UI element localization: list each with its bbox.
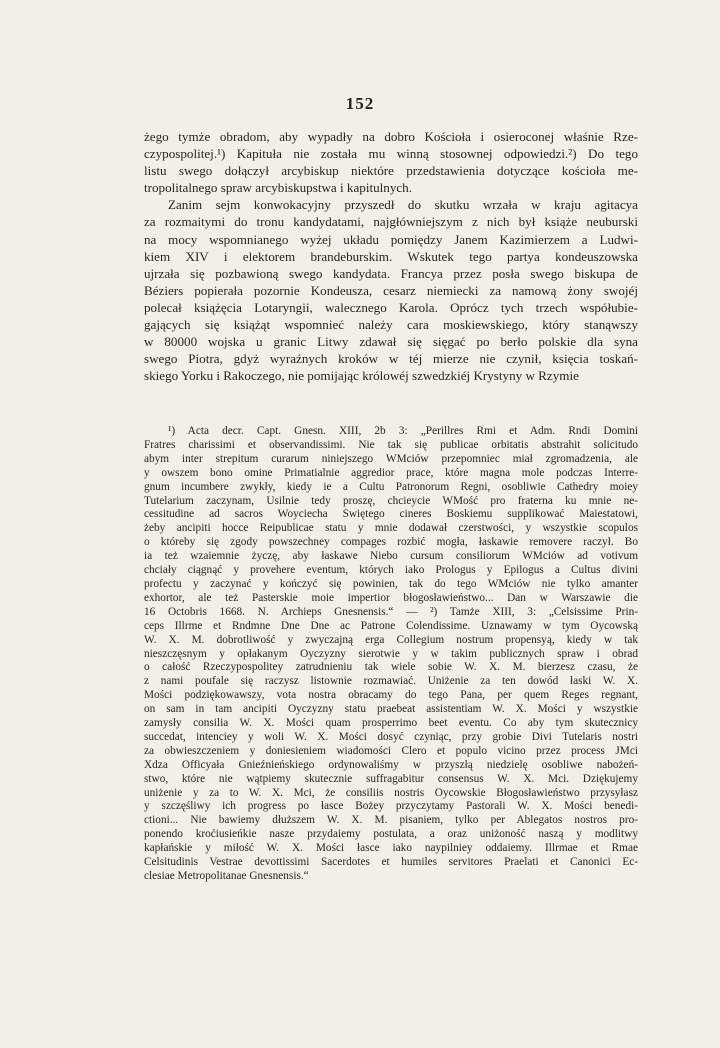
footnote-line: ia też wzaiemnie życzę, aby łaskawe Niebo cursum consiliorum WMciów ad votivum	[144, 550, 638, 563]
main-text-line: kiem XIV i elektorem brandeburskim. Wskutek tego partya kondeuszowska	[144, 248, 638, 264]
footnote-line: Mości podziękowawszy, vota nostra obracamy do tego Pana, per quem Reges regnant,	[144, 689, 638, 702]
main-text-line: w 80000 wojska u granic Litwy zdawał się sięgać po berło polskie dla syna	[144, 334, 638, 350]
footnote-line: z nami poufale się raczysz listownie rozmawiać. Uniżenie za ten dowód łaski W. X.	[144, 675, 638, 688]
main-text-line: polecał książęcia Lotaryngii, walecznego Karola. Oprócz tych trzech współubie-	[144, 299, 638, 315]
footnote-line: ctioni... Nie bawiemy dłuższem W. X. M. pisaniem, tylko per Ablegatos nostros pro-	[144, 814, 638, 827]
main-text-line: ujrzała się pozbawioną swego kandydata. Francya przez posła swego biskupa de	[144, 265, 638, 281]
main-text-line: gających się książąt wspomnieć należy cara moskiewskiego, który stanąwszy	[144, 317, 638, 333]
footnote-line: chciały ciągnąć y provehere eventum, których iako Prologus y Epilogus a Cultus divini	[144, 564, 638, 577]
footnote-line: cessitudine ad sacros Woyciecha Świętego cineres Boskiemu supplikować Maiestatowi,	[144, 508, 638, 521]
main-text-line: Zanim sejm konwokacyjny przyszedł do skutku wrzała w kraju agitacya	[168, 197, 638, 213]
footnote-line: y owszem bono omine Primatialnie aggredior prace, które magna mole podczas Interre-	[144, 466, 638, 479]
main-text-line: za rozmaitymi do tronu kandydatami, najgłówniejszym z nich był książe neuburski	[144, 214, 638, 230]
footnote-line: clesiae Metropolitanae Gnesnensis.“	[144, 870, 309, 882]
footnote-line: nieszczęsnym y opłakanym Oyczyzny sierotwie y w takim publicznych spraw i obrad	[144, 647, 638, 660]
main-text-block	[144, 128, 638, 384]
main-text-line: listu swego dołączył arcybiskup niektóre przedstawienia dotyczące kościoła me-	[144, 163, 638, 179]
footnote-line: 16 Octobris 1668. N. Archieps Gnesnensis.“ — ²) Tamże XIII, 3: „Celsissime Prin-	[144, 605, 638, 618]
footnote-line: abym inter strepitum curarum niniejszego WMciów przepomniec miał zgromadzenia, ale	[144, 452, 638, 465]
main-text-line: żego tymże obradom, aby wypadły na dobro Kościoła i osieroconej właśnie Rze-	[144, 129, 638, 144]
footnote-line: W. X. M. dobrotliwość y zwyczajną erga Collegium nostrum propensyą, kiedy w tak	[144, 633, 638, 646]
footnote-line: ceps Illrme et Rndmne Dne Dne ac Patrone Colendissime. Uznawamy w tym Oycowską	[144, 619, 638, 632]
footnote-line: stwo, które nie wątpiemy skutecznie suffragabitur consensus W. X. Mci. Dziękujemy	[144, 772, 638, 785]
footnote-line: o całość Rzeczypospolitey zatrudnieniu tak wiele sobie W. X. M. bierzesz czasu, że	[144, 661, 638, 674]
page-number: 152	[345, 94, 375, 113]
main-text-line: na mocy wspomnianego wyżej układu pomiędzy Janem Kazimierzem a Ludwi-	[144, 231, 638, 247]
main-text-line: swego Piotra, gdyż wyraźnych kroków w téj mierze nie czynił, księcia toskań-	[144, 351, 638, 367]
footnote-line: y szczęśliwy ich progress po łasce Bożey przyczytamy Pastorali W. X. Mości benedi-	[144, 800, 638, 813]
footnote-line: Fratres charissimi et observandissimi. Nie tak się publicae orbitatis abstrahit solicitudo	[144, 438, 638, 451]
footnote-line: succedat, intenciey y woli W. X. Mości dosyć czyniąc, przy grobie Divi Tutelaris nostri	[144, 730, 638, 743]
footnote-line: profectu y zaczynać y kończyć się powinien, tak do tego WMciów nie tylko amanter	[144, 577, 638, 590]
footnote-line: Tutelarium zaczynam, Usilnie tedy proszę, chcieycie WMość pro fraterna ku mnie ne-	[144, 494, 638, 507]
footnote-line: o któreby się zgody powszechney compages rozbić mogła, łaskawie removere raczył. Bo	[144, 536, 638, 549]
footnote-line: gnum incumbere zwykły, kiedy ie a Cultu Patronorum Regni, osobliwie Cathedry moiey	[144, 480, 638, 493]
main-text-line: czypospolitej.¹) Kapituła nie została mu winną stosownej odpowiedzi.²) Do tego	[144, 146, 638, 162]
footnote-line: on sam in tam ancipiti Oyczyzny statu praebeat assistentiam W. X. Mości y wszystkie	[144, 703, 638, 716]
main-text-line: Béziers popierała pozornie Kondeusza, cesarz niemiecki za namową żony swojéj	[144, 282, 638, 298]
footnote-line: Xdza Officyała Gnieźnieńskiego ordynowaliśmy w przyszłą niedzielę osobliwe nabożeń-	[144, 758, 638, 771]
footnote-line: kapłańskie y miłość W. X. Mości łasce iako naypilniey oddaiemy. Illrmae et Rmae	[144, 842, 638, 855]
footnote-line: zamysły consilia W. X. Mości quam prosperrimo beet eventu. Co aby tym skutecznicy	[144, 717, 638, 730]
main-text-line: skiego Yorku i Rakoczego, nie pomijając królowéj szwedzkiéj Krystyny w Rzymie	[144, 368, 579, 384]
footnote-line: ¹) Acta decr. Capt. Gnesn. XIII, 2b 3: „Perillres Rmi et Adm. Rndi Domini	[168, 425, 638, 437]
footnote-line: żeby ancipiti hocce Reipublicae statu y mnie dodawał czerstwości, y wszystkie scopulos	[144, 522, 638, 535]
footnote-line: Celsitudinis Vestrae devottissimi Sacerdotes et humiles servitores Praelati et Canonici Ec-	[144, 856, 638, 869]
footnote-line: uniżenie y za to W. X. Mci, że consiliis nostris Oycowskie Błogosławieństwo przysyłasz	[144, 786, 638, 799]
main-text-line: tropolitalnego spraw arcybiskupstwa i kapitulnych.	[144, 180, 412, 196]
footnotes-block	[144, 425, 638, 884]
footnote-line: exhortor, ale też Pasterskie moie impertior błogosławieństwo... Dan w Warszawie die	[144, 591, 638, 604]
footnote-line: za obwieszczeniem y doniesieniem wiadomości Clero et populo vicino przez process JMci	[144, 744, 638, 757]
footnote-line: ponendo kroćiusieńkie nasze przydaiemy postulata, a oraz uniżoność naszą y modlitwy	[144, 828, 638, 841]
